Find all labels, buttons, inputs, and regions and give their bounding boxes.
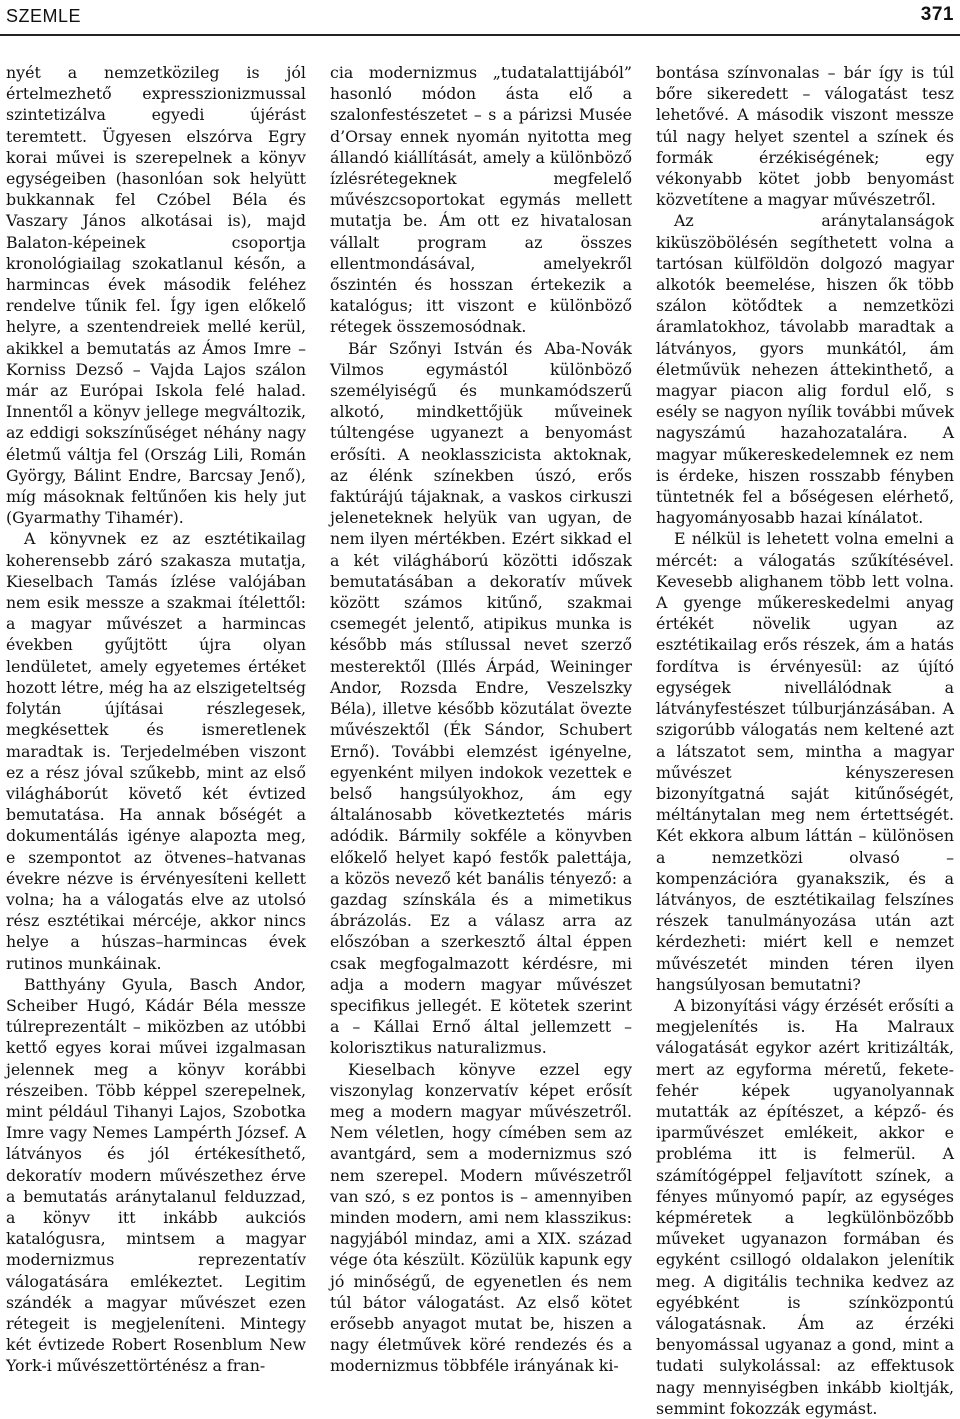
text-column-2: [330, 62, 632, 1376]
paragraph: A könyvnek ez az esztétikailag koherensebb záró szakasza mutatja, Kieselbach Tamás ízlése valójában nem esik messze a szakmai ítélettől: a magyar művészet a harmincas években gyűjtött újra olyan lendületet, amely egyetemes értéket hozott létre, még ha az elszigeteltség folytán újításai részlegesek, megkésettek és ismeretlenek maradtak is. Terjedelmében viszont ez a rész jóval szűkebb, mint az első világháborút követő két évtized bemutatása. Ha annak bőségét a dokumentálás igénye alapozta meg, e szempontot az ötvenes–hatvanas évekre nézve is érvényesíteni kellett volna; ha a válogatás elve az utolsó rész esztétikai mércéje, akkor nincs helye a húszas–harmincas évek rutinos munkáinak.: [6, 529, 306, 973]
paragraph: Batthyány Gyula, Basch Andor, Scheiber Hugó, Kádár Béla messze túlreprezentált – miközben az utóbbi kettő egyes korai művei izgalmasan jelennek meg a könyv korábbi részeiben. Több képpel szerepelnek, mint például Tihanyi Lajos, Szobotka Imre vagy Nemes Lampérth József. A látványos és jól értékesíthető, dekoratív modern művészethez érve a bemutatás aránytalanul felduzzad, a könyv itt inkább aukciós katalógusra, mintsem a magyar modernizmus reprezentatív válogatására emlékeztet. Legitim szándék a magyar művészet ezen rétegeit is megjeleníteni. Mintegy két évtizede Robert Rosenblum New York-i művészettörténész a fran-: [6, 974, 306, 1376]
paragraph: cia modernizmus „tudatalattijából” hasonló módon ásta elő a szalonfestészetet – s a párizsi Musée d’Orsay ennek nyomán nyitotta meg állandó kiállítását, amely a különböző ízlésrétegeknek megfelelő művészcsoportokat egymás mellett mutatja be. Ám ott ez hivatalosan vállalt program az összes ellentmondásával, amelyekről őszintén és hosszan értekezik a katalógus; itt viszont e különböző rétegek összemosódnak.: [330, 63, 632, 337]
paragraph: bontása színvonalas – bár így is túl bőre sikeredett – válogatást tesz lehetővé. A második viszont messze túl nagy helyet szentel a színek és formák érzékiségének; egy vékonyabb kötet jobb benyomást közvetítene a magyar művészetről.: [656, 63, 954, 210]
text-column-3: [656, 62, 954, 1418]
paragraph: E nélkül is lehetett volna emelni a mércét: a válogatás szűkítésével. Kevesebb alighanem több lett volna. A gyenge műkereskedelmi anyag értékét növelik ugyan az esztétikailag erős részek, ám a hatás fordítva is érvényesül: az újító egységek nivellálódnak a látványfestészet túlburjánzásában. A szigorúbb válogatás nem keltené azt a látszatot sem, mintha a magyar művészet kényszeresen bizonyítgatná saját kitűnőségét, méltánytalan meg nem értettségét. Két ekkora album láttán – különösen a nemzetközi olvasó – kompenzációra gyanakszik, és a látványos, de esztétikailag felszínes részek tanulmányozása után azt kérdezheti: miért kell e nemzet művészetét minden téren ilyen hangsúlyosan bemutatni?: [656, 529, 954, 994]
paragraph: Az aránytalanságok kiküszöbölésén segíthetett volna a tartósan külföldön dolgozó magyar alkotók beemelése, hiszen ők több szálon kötődtek a nemzetközi áramlatokhoz, távolabb maradtak a látványos, gyors munkától, ám életművük nehezen áttekinthető, a magyar piacon alig fordul elő, s esély se nagyon nyílik további művek nagyszámú hazahozatalára. A magyar műkereskedelemnek ez nem is érdeke, hiszen rosszabb fényben tüntetnék fel a bőségesen elérhető, hagyományosabb hazai kínálatot.: [656, 211, 954, 528]
page-number: 371: [920, 4, 954, 25]
paragraph: A bizonyítási vágy érzését erősíti a megjelenítés is. Ha Malraux válogatását egykor azért kritizálták, mert az egyforma méretű, fekete-fehér képek ugyanolyannak mutatták az építészet, a képző- és iparművészet emlékeit, akkor e probléma itt is felmerül. A számítógéppel feljavított színek, a fényes műnyomó papír, az egységes képméretek a legkülönbözőbb műveket ugyanazon formában és egyként csillogó oldalakon jelenítik meg. A digitális technika kedvez az egyébként is színközpontú válogatásnak. Ám az érzéki benyomással ugyanaz a gond, mint a tudati sulykolással: az effektusok nagy mennyiségben inkább kioltják, semmint fokozzák egymást.: [656, 995, 954, 1418]
paragraph: Kieselbach könyve ezzel egy viszonylag konzervatív képet erősít meg a modern magyar művészetről. Nem véletlen, hogy címében sem az avantgárd, sem a modernizmus szó nem szerepel. Modern művészetről van szó, s ez pontos is – amennyiben minden modern, ami nem klasszikus: nagyjából mindaz, ami a XIX. század vége óta készült. Közülük kapunk egy jó minőségű, de egyenetlen és nem túl bátor válogatást. Az első kötet erősebb anyagot mutat be, hiszen a nagy életművek köré rendezés és a modernizmus többféle irányának ki-: [330, 1059, 632, 1376]
page-header: [0, 0, 960, 36]
text-column-1: [6, 62, 306, 1376]
paragraph: Bár Szőnyi István és Aba-Novák Vilmos egymástól különböző személyiségű és munkamódszerű alkotó, mindkettőjük műveinek túltengése ugyanezt a benyomást erősíti. A neoklasszicista aktoknak, az élénk színekben úszó, erős faktúrájú tájaknak, a vaskos cirkuszi jeleneteknek helyük van ugyan, de nem ilyen mértékben. Ezért sikkad el a két világháború közötti időszak bemutatásában a dekoratív művek között számos kitűnő, szakmai csemegét jelentő, atipikus munka is később más stílussal nevet szerző mesterektől (Illés Árpád, Weininger Andor, Rozsda Endre, Veszelszky Béla), illetve később közutálat övezte művészektől (Ék Sándor, Schubert Ernő). További elemzést igényelne, egyenként milyen indokok vezettek e belső hangsúlyokhoz, ám egy általánosabb következtetés máris adódik. Bármily sokféle a könyvben előkelő helyet kapó festők palettája, a közös nevező két banális tényező: a gazdag színskála és a mimetikus ábrázolás. Ez a válasz arra az előszóban a szerkesztő által éppen csak megfogalmazott kérdésre, mi adja a modern magyar művészet specifikus jellegét. E kötetek szerint a – Kállai Ernő által jellemzett – kolorisztikus naturalizmus.: [330, 338, 632, 1058]
section-title: SZEMLE: [6, 6, 82, 26]
article-columns: [0, 62, 960, 1418]
paragraph: nyét a nemzetközileg is jól értelmezhető expresszionizmussal szintetizálva egyedi újérást teremtett. Ügyesen elszórva Egry korai művei is szerepelnek a könyv egységeiben (hasonlóan sok helyütt bukkannak fel Czóbel Béla és Vaszary János alkotásai is), majd Balaton-képeinek csoportja kronológiailag szokatlanul későn, a harmincas évek második feléhez rendelve tűnik fel. Így igen előkelő helyre, a szentendreiek mellé kerül, akikkel a bemutatás az Ámos Imre – Korniss Dezső – Vajda Lajos szálon már az Európai Iskola felé halad. Innentől a könyv jellege megváltozik, az eddigi sokszínűséget néhány nagy életmű váltja fel (Ország Lili, Román György, Bálint Endre, Barcsay Jenő), míg másoknak feltűnően kis hely jut (Gyarmathy Tihamér).: [6, 63, 306, 528]
